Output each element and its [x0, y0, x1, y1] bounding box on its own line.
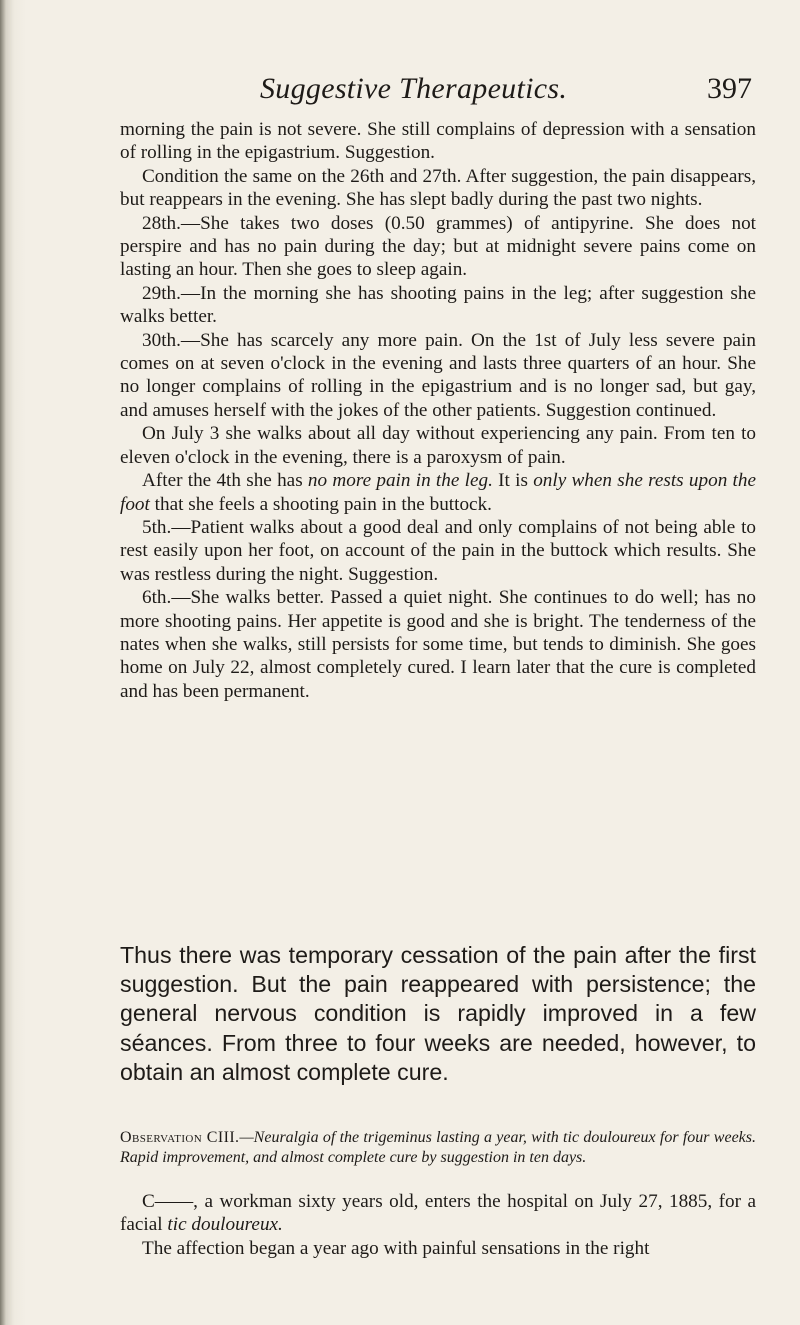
text-run: 6th.—She walks better. Passed a quiet night. She continues to do well; has no more shooting pains. Her appetite is good and she is bright. The tenderness of the nates when she walks, still persists for some time, but tends to diminish. She goes home on July 22, almost completely cured. I learn later that the cure is completed and has been permanent.: [120, 587, 756, 702]
italic-text: tic douloureux.: [167, 1214, 283, 1236]
paragraph: [120, 422, 756, 469]
case-notes: [120, 118, 756, 703]
paragraph: [120, 469, 756, 516]
text-run: 30th.—She has scarcely any more pain. On the 1st of July less severe pain comes on at seven o'clock in the evening and lasts three quarters of an hour. She no longer complains of rolling in the epigastrium and is no longer sad, but gay, and amuses herself with the jokes of the other patients. Suggestion continued.: [120, 329, 756, 421]
running-title: Suggestive Therapeutics.: [260, 72, 568, 105]
summary-section: [120, 941, 756, 1087]
observation-heading: [120, 1128, 756, 1168]
text-run: that she feels a shooting pain in the buttock.: [149, 493, 492, 515]
observation-body: [120, 1190, 756, 1260]
text-run: 28th.—She takes two doses (0.50 grammes) of antipyrine. She does not perspire and has no pain during the day; but at midnight severe pains come on lasting an hour. Then she goes to sleep again.: [120, 212, 756, 281]
text-run: Condition the same on the 26th and 27th. After suggestion, the pain disappears, but reappears in the evening. She has slept badly during the past two nights.: [120, 165, 756, 211]
text-run: 29th.—In the morning she has shooting pains in the leg; after suggestion she walks better.: [120, 282, 756, 328]
paragraph: [120, 586, 756, 703]
text-run: C——, a workman sixty years old, enters the hospital on July 27, 1885, for a facial: [120, 1191, 756, 1236]
page-header: [120, 72, 760, 112]
text-run: After the 4th she has: [142, 470, 308, 492]
text-run: The affection began a year ago with painful sensations in the right: [142, 1237, 650, 1259]
observation-title: —Neuralgia of the trigeminus lasting a year, with tic douloureux for four weeks. Rapid improvement, and almost complete cure by suggestion in ten days.: [120, 1129, 756, 1166]
observation-label: Observation CIII.: [120, 1129, 240, 1146]
italic-text: no more pain in the leg.: [307, 470, 493, 492]
text-run: It is: [492, 470, 534, 492]
paragraph: [120, 118, 756, 165]
summary-paragraph: Thus there was temporary cessation of the pain after the first suggestion. But the pain reappeared with persistence; the general nervous condition is rapidly improved in a few séances. From three to four weeks are needed, however, to obtain an almost complete cure.: [120, 942, 756, 1085]
paragraph: [120, 516, 756, 586]
italic-text: only when she rests upon the foot: [120, 470, 756, 515]
page-number: 397: [707, 72, 752, 105]
paragraph: [120, 212, 756, 282]
text-run: morning the pain is not severe. She still complains of depression with a sensation of rolling in the epigastrium. Suggestion.: [120, 119, 756, 164]
text-run: On July 3 she walks about all day without experiencing any pain. From ten to eleven o'clock in the evening, there is a paroxysm of pain.: [120, 423, 756, 468]
paragraph: [120, 1237, 756, 1260]
text-run: 5th.—Patient walks about a good deal and only complains of not being able to rest easily upon her foot, on account of the pain in the buttock which results. She was restless during the night. Suggestion.: [120, 516, 756, 585]
paragraph: [120, 282, 756, 329]
paragraph: [120, 165, 756, 212]
paragraph: [120, 329, 756, 423]
paragraph: [120, 1190, 756, 1237]
